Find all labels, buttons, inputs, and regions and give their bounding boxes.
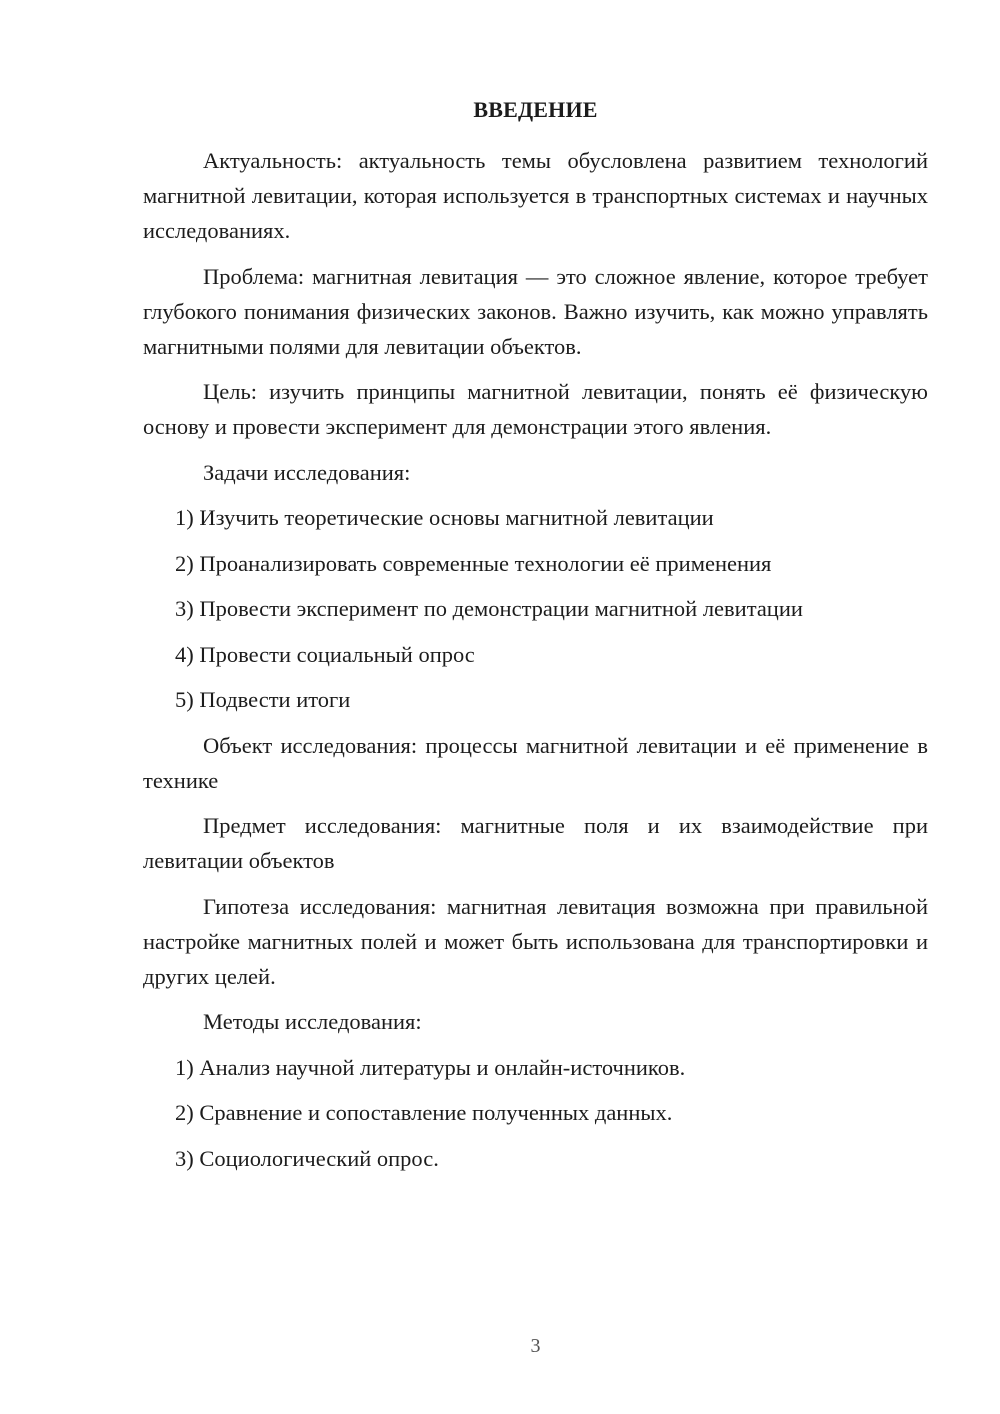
subject-paragraph: Предмет исследования: магнитные поля и их взаимодействие при левитации объектов [143,813,928,873]
page-title: ВВЕДЕНИЕ [473,97,598,122]
task-item: 2) Проанализировать современные технологии её применения [175,550,772,576]
goal-paragraph: Цель: изучить принципы магнитной левитации, понять её физическую основу и провести эксперимент для демонстрации этого явления. [143,379,928,439]
method-item: 3) Социологический опрос. [175,1145,439,1171]
object-paragraph: Объект исследования: процессы магнитной левитации и её применение в технике [143,732,928,793]
task-item: 1) Изучить теоретические основы магнитной левитации [175,505,714,530]
problem-paragraph: Проблема: магнитная левитация — это сложное явление, которое требует глубокого понимания физических законов. Важно изучить, как можно управлять магнитными полями для левитации объектов. [143,263,928,359]
task-item: 5) Подвести итоги [175,687,351,712]
methods-heading: Методы исследования: [203,1009,422,1034]
relevance-paragraph: Актуальность: актуальность темы обусловлена развитием технологий магнитной левитации, которая используется в транспортных системах и научных исследованиях. [143,148,928,243]
document-body [143,143,928,1186]
document-page [143,0,928,1414]
hypothesis-paragraph: Гипотеза исследования: магнитная левитация возможна при правильной настройке магнитных полей и может быть использована для транспортировки и других целей. [143,893,928,989]
task-item: 4) Провести социальный опрос [175,641,475,667]
method-item: 2) Сравнение и сопоставление полученных данных. [175,1100,673,1125]
page-number: 3 [530,1335,541,1357]
method-item: 1) Анализ научной литературы и онлайн-источников. [175,1054,686,1080]
task-item: 3) Провести эксперимент по демонстрации магнитной левитации [175,596,803,621]
tasks-heading: Задачи исследования: [203,459,411,485]
